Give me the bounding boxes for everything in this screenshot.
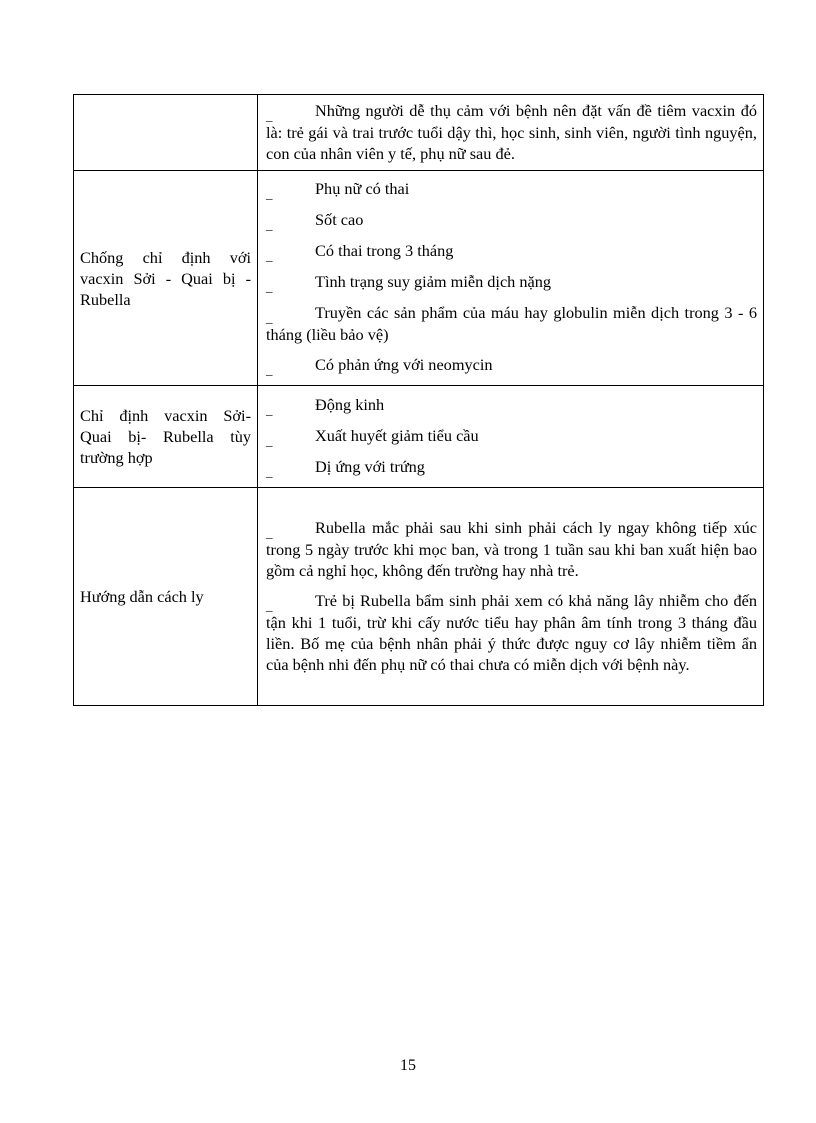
bullet-dash: _ xyxy=(266,524,273,540)
row-label-cell xyxy=(74,488,258,706)
table-row xyxy=(74,488,764,706)
bullet-item: _ Dị ứng với trứng xyxy=(266,456,425,479)
bullet-item: _ Động kinh xyxy=(266,394,385,417)
bullet-item: _ Sốt cao xyxy=(266,210,364,232)
bullet-item: _ Xuất huyết giảm tiểu cầu xyxy=(266,425,479,448)
page-number: 15 xyxy=(400,1057,416,1074)
row-label-cell xyxy=(74,386,258,488)
table-row xyxy=(74,95,764,171)
row-content-cell xyxy=(258,488,764,706)
bullet-item: _ Những người dễ thụ cảm với bệnh nên đặt vấn đề tiêm vacxin đó là: trẻ gái và trai trước tuổi dậy thì, học sinh, sinh viên, người tình nguyện, con của nhân viên y tế, phụ nữ sau đẻ. xyxy=(266,101,757,163)
bullet-dash: _ xyxy=(266,279,273,294)
row-label: Chỉ định vacxin Sởi- Quai bị- Rubella tùy trường hợp xyxy=(80,406,251,467)
row-label-cell xyxy=(74,95,258,171)
table-row xyxy=(74,171,764,386)
bullet-dash: _ xyxy=(266,463,273,479)
bullet-item: _ Rubella mắc phải sau khi sinh phải cách ly ngay không tiếp xúc trong 5 ngày trước khi mọc ban, và trong 1 tuần sau khi ban xuất hiện bao gồm cả nghỉ học, không đến trường hay nhà trẻ. xyxy=(266,517,757,580)
row-label: Hướng dẫn cách ly xyxy=(80,587,204,606)
bullet-item: _ Có thai trong 3 tháng xyxy=(266,241,454,263)
bullet-dash: _ xyxy=(266,401,273,417)
row-content-cell xyxy=(258,171,764,386)
bullet-dash: _ xyxy=(266,248,273,263)
content-table xyxy=(73,94,764,706)
bullet-item: _ Tình trạng suy giảm miễn dịch nặng xyxy=(266,272,552,294)
table-row xyxy=(74,386,764,488)
row-label-cell xyxy=(74,171,258,386)
bullet-item: _ Truyền các sản phẩm của máu hay globulin miễn dịch trong 3 - 6 tháng (liều bảo vệ) xyxy=(266,303,757,344)
bullet-dash: _ xyxy=(266,432,273,448)
bullet-dash: _ xyxy=(266,108,273,123)
bullet-item: _ Phụ nữ có thai xyxy=(266,179,410,201)
row-label: Chống chỉ định với vacxin Sởi - Quai bị - Rubella xyxy=(80,247,251,309)
bullet-item: _ Trẻ bị Rubella bẩm sinh phải xem có khả năng lây nhiễm cho đến tận khi 1 tuổi, trừ khi cấy nước tiểu hay phân âm tính trong 3 tháng đầu liền. Bố mẹ của bệnh nhân phải ý thức được nguy cơ lây nhiễm tiềm ẩn của bệnh nhi đến phụ nữ có thai chưa có miễn dịch với bệnh này. xyxy=(266,590,757,674)
bullet-dash: _ xyxy=(266,186,273,201)
bullet-item: _ Có phản ứng với neomycin xyxy=(266,355,493,377)
bullet-dash: _ xyxy=(266,217,273,232)
bullet-dash: _ xyxy=(266,310,273,325)
row-content-cell xyxy=(258,386,764,488)
bullet-dash: _ xyxy=(266,597,273,613)
bullet-dash: _ xyxy=(266,362,273,377)
row-content-cell xyxy=(258,95,764,171)
